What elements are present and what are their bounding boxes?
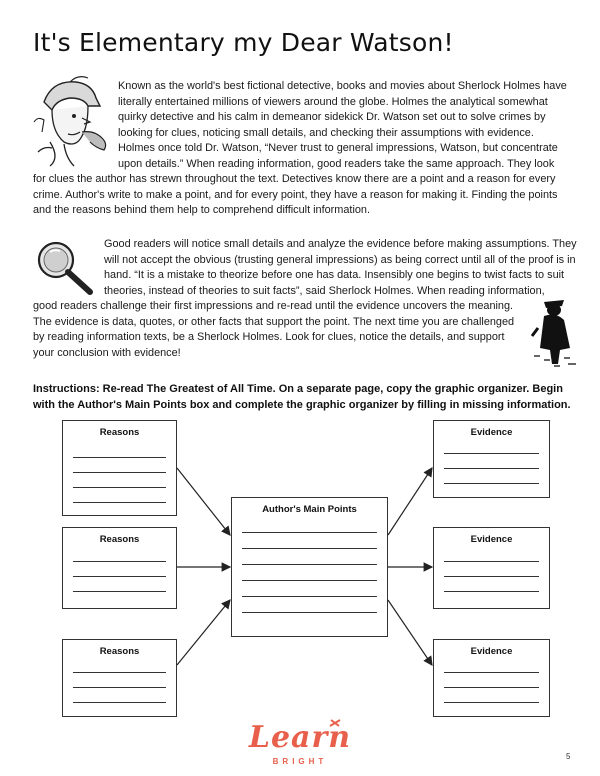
instructions-line: with the Author's Main Points box and complete the graphic organizer by filling in missing information. (33, 399, 571, 411)
blank-line (73, 591, 166, 592)
blank-line (444, 702, 539, 703)
blank-line (444, 672, 539, 673)
text-line: your conclusion with evidence! (33, 346, 181, 359)
reasons-box (62, 639, 177, 717)
arrow-evidence-bottom (388, 600, 432, 665)
blank-line (444, 483, 539, 484)
blank-line (444, 576, 539, 577)
text-line: literally entertained millions of viewers around the globe. Holmes the analytical somewhat (118, 95, 548, 108)
blank-line (73, 687, 166, 688)
text-line: looking for clues, noticing small details, and checking their assumptions with evidence. (118, 126, 534, 139)
evidence-box (433, 420, 550, 498)
blank-line (242, 612, 377, 613)
blank-line (73, 702, 166, 703)
text-line: will not accept the obvious (trusting general impressions) as being correct until all of the proof is in (104, 253, 576, 266)
text-line: Holmes once told Dr. Watson, “Never trust to general impressions, Watson, but concentrate (118, 142, 558, 155)
blank-line (73, 561, 166, 562)
blank-line (73, 472, 166, 473)
blank-line (444, 453, 539, 454)
text-line: Good readers will notice small details and analyze the evidence before making assumptions. They (104, 238, 577, 250)
blank-line (73, 457, 166, 458)
reasons-box-title: Reasons (99, 646, 140, 657)
logo-subtitle: BRIGHT (272, 757, 328, 766)
main-points-title: Author's Main Points (262, 504, 357, 515)
blank-line (73, 487, 166, 488)
text-line: and the reasons behind them help to comprehend difficult information. (33, 204, 371, 217)
evidence-box-title: Evidence (470, 427, 513, 438)
blank-line (242, 580, 377, 581)
text-line: good readers challenge their first impressions and re-read until the evidence uncovers the meaning. (33, 300, 514, 312)
learn-bright-logo (242, 720, 358, 770)
arrow-reason-bottom (177, 600, 230, 665)
blank-line (73, 502, 166, 503)
reasons-box-title: Reasons (99, 534, 140, 545)
blank-line (444, 591, 539, 592)
evidence-box (433, 527, 550, 609)
blank-line (444, 468, 539, 469)
blank-line (444, 687, 539, 688)
logo-wordmark: Learn (248, 720, 352, 755)
text-line: quirky detective and his calm in demeanor sidekick Dr. Watson set out to solve crimes by (118, 111, 546, 124)
reasons-box (62, 527, 177, 609)
text-line: theories, instead of theories to suit facts”, said Sherlock Holmes. When reading information, (104, 284, 545, 297)
evidence-box-title: Evidence (470, 534, 513, 545)
text-line: upon details.” When reading information, good readers take the same approach. They look (118, 157, 555, 170)
page-title: It's Elementary my Dear Watson! (33, 28, 454, 57)
evidence-box (433, 639, 550, 717)
text-line: Known as the world's best fictional detective, books and movies about Sherlock Holmes have (118, 80, 567, 92)
arrow-evidence-top (388, 468, 432, 535)
text-line: for clues the author has strewn throughout the text. Detectives know there are a point and a reason for every (33, 173, 556, 185)
page-number: 5 (566, 752, 571, 761)
text-line: The evidence is data, quotes, or other facts that support the point. The next time you are challenged (33, 315, 515, 328)
text-line: hand. “It is a mistake to theorize before one has data. Insensibly one begins to twist facts to suit (104, 269, 565, 282)
text-line: by reading information texts, be a Sherlock Holmes. Look for clues, notice the details, and support (33, 331, 505, 344)
text-line: crime. Author's write to make a point, and for every point, they have a reason for making it. Finding the points (33, 188, 558, 201)
blank-line (444, 561, 539, 562)
reasons-box (62, 420, 177, 516)
blank-line (73, 576, 166, 577)
evidence-box-title: Evidence (470, 646, 513, 657)
blank-line (242, 532, 377, 533)
instructions-line: Instructions: Re-read The Greatest of All Time. On a separate page, copy the graphic organizer. Begin (33, 383, 563, 395)
reasons-box-title: Reasons (99, 427, 140, 438)
main-points-box (231, 497, 388, 637)
blank-line (242, 596, 377, 597)
blank-line (73, 672, 166, 673)
blank-line (242, 564, 377, 565)
blank-line (242, 548, 377, 549)
arrow-reason-top (177, 468, 230, 535)
